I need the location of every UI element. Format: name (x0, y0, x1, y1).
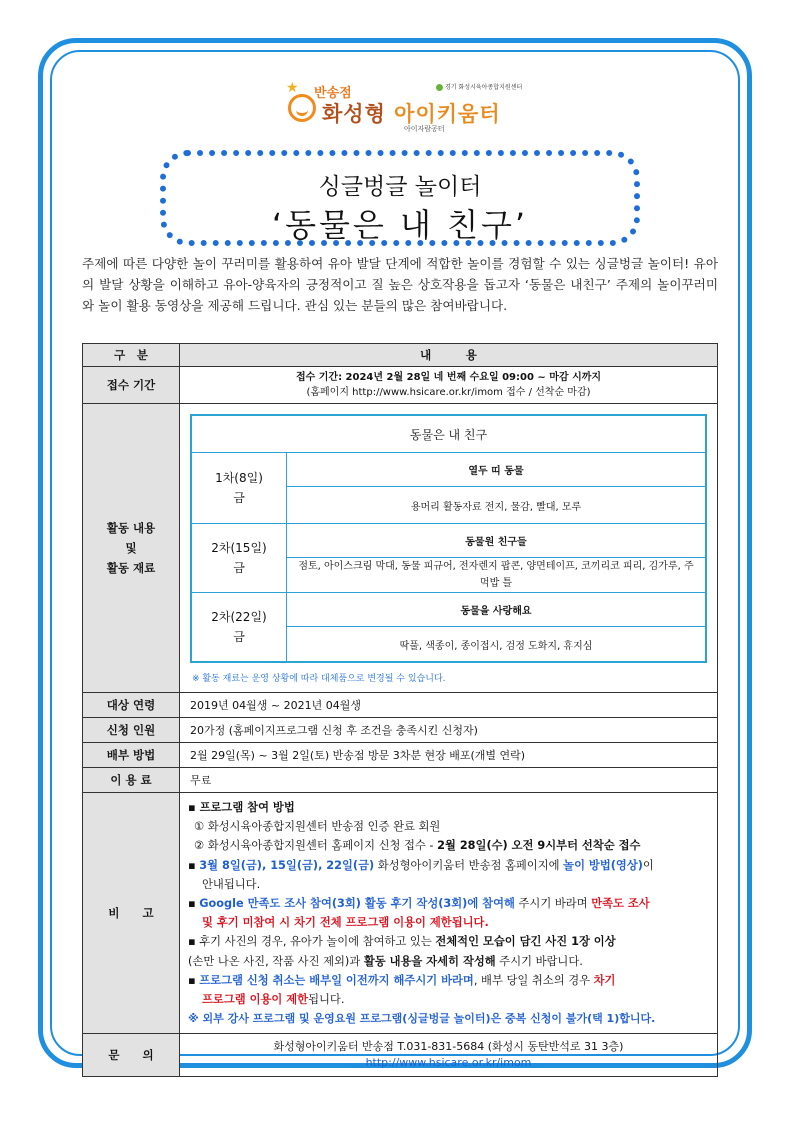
capacity-label: 신청 인원 (83, 718, 180, 743)
contact-value (180, 1034, 718, 1077)
remarks-text: 전체적인 모습이 담긴 사진 1장 이상 (435, 935, 616, 949)
remarks-line: ▪ Google 만족도 조사 참여(3회) 활동 후기 작성(3회)에 참여해 주시기 바라며 만족도 조사 (188, 897, 650, 911)
remarks-text: 만족도 조사 (591, 897, 650, 911)
table-row (83, 768, 718, 793)
remarks-line (188, 990, 709, 1009)
remarks-text: 프로그램 신청 취소는 배부일 이전까지 해주시기 바라며 (199, 973, 474, 987)
reception-label: 접수 기간 (83, 367, 180, 404)
header-content: 내 용 (180, 344, 718, 367)
contact-line1: 화성형아이키움터 반송점 T.031-831-5684 (화성시 동탄반석로 31 3층) (273, 1040, 624, 1054)
remarks-line (188, 952, 709, 971)
remarks-line (188, 932, 709, 951)
remarks-text: (손만 나온 사진, 작품 사진 제외) (188, 954, 350, 968)
remarks-text: 2월 28일(수) 오전 9시부터 선착순 접수 (437, 839, 641, 853)
round-day: 금 (233, 491, 245, 505)
age-label: 대상 연령 (83, 693, 180, 718)
remarks-line: ① 화성시육아종합지원센터 반송점 인증 완료 회원 (194, 820, 441, 834)
age-value: 2019년 04월생 ~ 2021년 04월생 (180, 693, 718, 718)
capacity-value: 20가정 (홈페이지프로그램 신청 후 조건을 충족시킨 신청자) (180, 718, 718, 743)
logo-branch: 반송점 (314, 86, 352, 101)
remarks-label: 비 고 (83, 793, 180, 1034)
logo-sub: 아이자람공터 (404, 125, 445, 133)
table-row (83, 367, 718, 404)
remarks-text: 이 (642, 858, 654, 872)
table-row (83, 718, 718, 743)
logo-main-b: 아이키움터 (394, 102, 501, 126)
table-row (83, 404, 718, 693)
activity-row (191, 453, 706, 487)
activity-title: 동물을 사랑해요 (287, 593, 707, 627)
reception-line1: 접수 기간: 2024년 2월 28일 네 번째 수요일 09:00 ~ 마감 시까지 (295, 372, 602, 383)
remarks-line: ▪ 프로그램 신청 취소는 배부일 이전까지 해주시기 바라며, 배부 당일 취소의 경우 차기 (188, 973, 616, 987)
remarks-text: ② 화성시육아종합지원센터 홈페이지 신청 접수 - (194, 839, 438, 853)
delivery-label: 배부 방법 (83, 743, 180, 768)
reception-line2: (홈페이지 http://www.hsicare.or.kr/imom 접수 / 선착순 마감) (306, 387, 591, 398)
remarks-text: 과 (349, 954, 364, 968)
remarks-line (188, 836, 709, 855)
remarks-text: 됩니다. (308, 993, 345, 1007)
activity-title-row (191, 415, 706, 453)
intro-paragraph: 주제에 따른 다양한 놀이 꾸러미를 활용하여 유아 발달 단계에 적합한 놀이를 경험할 수 있는 싱글벙글 놀이터! 유아의 발달 상황을 이해하고 유아-양육자의 긍정적이고 질 높은 상호작용을 돕고자 ‘동물은 내친구’ 주제의 놀이꾸러미와 놀이 활용 동영상을 제공해 드립니다. 관심 있는 분들의 많은 참여바랍니다. (82, 256, 718, 313)
fee-value: 무료 (180, 768, 718, 793)
remarks-text: 활동 내용을 자세히 작성해 (363, 954, 496, 968)
remarks-line: ▪ 3월 8일(금), 15일(금), 22일(금) 화성형아이키움터 반송점 홈페이지에 놀이 방법(영상)이 (188, 858, 654, 872)
reception-value (180, 367, 718, 404)
remarks-text: 화성형아이키움터 반송점 홈페이지에 (374, 858, 564, 872)
remarks-line: ▪ 프로그램 참여 방법 (188, 801, 295, 814)
activity-materials: 점토, 아이스크림 막대, 동물 피규어, 전자렌지 팝콘, 양면테이프, 코끼리코 피리, 김가루, 주먹밥 틀 (287, 558, 707, 593)
remarks-text: , 배부 당일 취소의 경우 (473, 973, 594, 987)
round-cell (191, 453, 287, 524)
round-day: 금 (233, 630, 245, 644)
title-line2: ‘동물은 내 친구’ (271, 206, 529, 244)
contact-link[interactable]: http://www.hsicare.or.kr/imom (365, 1056, 532, 1070)
remarks-line: 안내됩니다. (202, 877, 261, 891)
org-logo-icon (436, 84, 443, 91)
remarks-text: 프로그램 이용이 제한 (202, 993, 309, 1007)
logo (288, 80, 528, 136)
round-cell (191, 593, 287, 663)
activity-note: ※ 활동 재료는 운영 상황에 따라 대체품으로 변경될 수 있습니다. (192, 674, 446, 684)
table-row (83, 693, 718, 718)
remarks-text: ▪ 후기 사진의 경우, 유아가 놀이에 참여하고 있는 (188, 935, 436, 949)
delivery-value: 2월 29일(목) ~ 3월 2일(토) 반송점 방문 3차분 현장 배포(개별 연락) (180, 743, 718, 768)
star-icon: ★ (286, 80, 299, 96)
title-line1: 싱글벙글 놀이터 (318, 174, 482, 200)
logo-org-text: 경기 화성시육아종합지원센터 (445, 84, 523, 91)
activity-title: 열두 띠 동물 (287, 453, 707, 487)
activity-materials: 용머리 활동자료 전지, 물감, 빨대, 모루 (287, 487, 707, 524)
remarks-text: 주시기 바라며 (514, 897, 592, 911)
round-label: 1차(8일) (215, 471, 263, 485)
table-row (83, 743, 718, 768)
round-day: 금 (233, 561, 245, 575)
remarks-line: ※ 외부 강사 프로그램 및 운영요원 프로그램(싱글벙글 놀이터)은 중복 신청이 불가(택 1)합니다. (188, 1012, 656, 1026)
info-table (82, 343, 718, 1077)
round-label: 2차(22일) (211, 610, 267, 624)
contact-label: 문 의 (83, 1034, 180, 1077)
activity-content (180, 404, 718, 693)
round-label: 2차(15일) (211, 541, 267, 555)
remarks-text: Google 만족도 조사 참여(3회) 활동 후기 작성(3회)에 참여해 (199, 897, 515, 911)
activity-row (191, 524, 706, 558)
activity-label-1: 활동 내용 (106, 521, 156, 535)
activity-materials: 딱풀, 색종이, 종이접시, 검정 도화지, 휴지심 (287, 627, 707, 663)
activity-row (191, 593, 706, 627)
activity-table-title: 동물은 내 친구 (191, 415, 706, 453)
activity-label-3: 활동 재료 (106, 561, 156, 575)
activity-title: 동물원 친구들 (287, 524, 707, 558)
activity-label (83, 404, 180, 693)
title-box (160, 150, 640, 246)
round-cell (191, 524, 287, 593)
remarks-text: 주시기 바랍니다. (495, 954, 583, 968)
logo-main-a: 화성형 (322, 102, 395, 126)
table-row (83, 1034, 718, 1077)
remarks-text: 3월 8일(금), 15일(금), 22일(금) (199, 858, 375, 872)
fee-label: 이 용 료 (83, 768, 180, 793)
activity-table (190, 414, 707, 663)
remarks-text: 놀이 방법(영상) (563, 858, 643, 872)
table-header (83, 344, 718, 367)
remarks-content (180, 793, 718, 1034)
remarks-text: 차기 (593, 973, 616, 987)
logo-org (436, 82, 522, 91)
header-category: 구 분 (83, 344, 180, 367)
remarks-line: 및 후기 미참여 시 차기 전체 프로그램 이용이 제한됩니다. (202, 916, 489, 930)
smile-icon (288, 94, 316, 122)
activity-label-2: 및 (125, 541, 137, 555)
table-row (83, 793, 718, 1034)
